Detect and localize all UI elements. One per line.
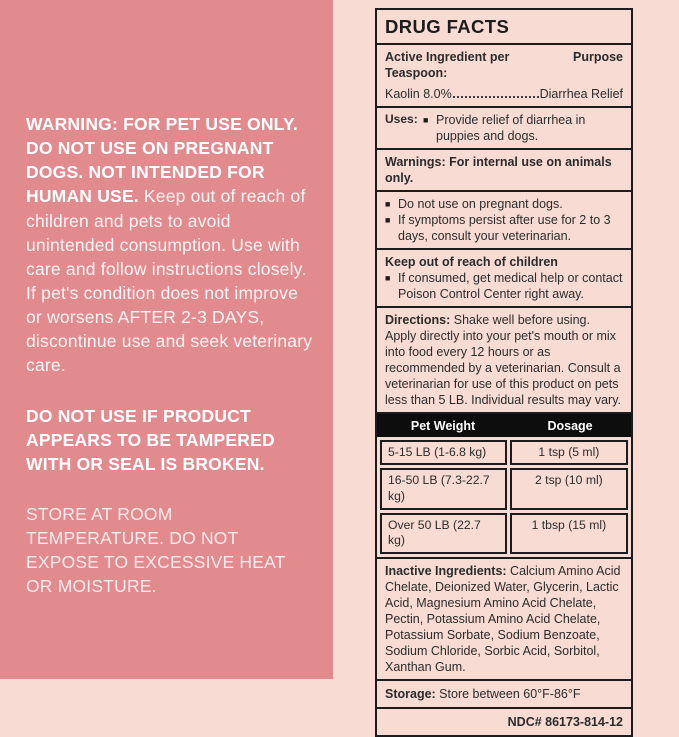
weight-cell: 16-50 LB (7.3-22.7 kg) bbox=[380, 468, 507, 509]
ingredient-name: Kaolin 8.0% bbox=[385, 86, 452, 101]
square-bullet-icon: ■ bbox=[385, 214, 391, 225]
ndc-number: NDC# 86173-814-12 bbox=[507, 714, 623, 729]
tamper-warning-text: DO NOT USE IF PRODUCT APPEARS TO BE TAMPERED WITH OR SEAL IS BROKEN. bbox=[26, 405, 275, 474]
warning-regular-text: Keep out of reach of children and pets to avoid unintended consumption. Use with care and follow instructions closely. If pet's condition does not improve or worsens AFTER 2-3 DAYS, discontinue use and seek veterinary care. bbox=[26, 186, 313, 376]
keep-out-item bbox=[385, 270, 623, 302]
drug-facts-panel bbox=[375, 8, 633, 737]
table-row bbox=[380, 440, 628, 466]
square-bullet-icon: ■ bbox=[385, 272, 391, 283]
dosage-column-header: Dosage bbox=[547, 418, 593, 433]
square-bullet-icon: ■ bbox=[423, 114, 429, 125]
warning-paragraph bbox=[26, 112, 313, 378]
warning-bold-text: WARNING: FOR PET USE ONLY. DO NOT USE ON PREGNANT DOGS. NOT INTENDED FOR HUMAN USE. bbox=[26, 114, 298, 207]
active-ingredient-label: Active Ingredient per Teaspoon: bbox=[385, 49, 510, 80]
pet-warning-panel bbox=[0, 0, 333, 679]
purpose-value: Diarrhea Relief bbox=[539, 86, 623, 101]
uses-label: Uses: bbox=[385, 111, 418, 126]
keep-out-header: Keep out of reach of children bbox=[385, 254, 558, 269]
uses-section bbox=[377, 108, 631, 150]
dosage-cell: 2 tsp (10 ml) bbox=[510, 468, 628, 509]
pet-weight-column-header: Pet Weight bbox=[410, 418, 476, 433]
uses-text: Provide relief of diarrhea in puppies and dogs. bbox=[436, 112, 586, 143]
warnings-list-section bbox=[377, 192, 631, 250]
dosage-table-header bbox=[377, 414, 631, 437]
purpose-label: Purpose bbox=[572, 49, 623, 64]
inactive-ingredients-section bbox=[377, 559, 631, 681]
weight-cell: Over 50 LB (22.7 kg) bbox=[380, 513, 507, 554]
directions-section bbox=[377, 308, 631, 414]
dosage-cell: 1 tsp (5 ml) bbox=[510, 440, 628, 466]
drug-facts-title: DRUG FACTS bbox=[377, 10, 631, 45]
warning-item-text: If symptoms persist after use for 2 to 3 days, consult your veterinarian. bbox=[398, 212, 611, 243]
inactive-ingredients-label: Inactive Ingredients: bbox=[385, 563, 507, 578]
storage-warning-text: STORE AT ROOM TEMPERATURE. DO NOT EXPOSE TO EXCESSIVE HEAT OR MOISTURE. bbox=[26, 503, 286, 597]
square-bullet-icon: ■ bbox=[385, 198, 391, 209]
warning-item bbox=[385, 196, 623, 212]
directions-label: Directions: bbox=[385, 312, 451, 327]
warning-item bbox=[385, 212, 623, 244]
dosage-table bbox=[377, 414, 631, 559]
storage-label: Storage: bbox=[385, 686, 436, 701]
keep-out-item-text: If consumed, get medical help or contact Poison Control Center right away. bbox=[398, 270, 623, 301]
directions-text: Shake well before using. Apply directly into your pet's mouth or mix into food every 12 hours or as recommended by a veterinarian. Consult a veterinarian for use of this product on pets less than 5 LB. Individual results may vary. bbox=[385, 312, 621, 407]
active-ingredient-section bbox=[377, 45, 631, 108]
warning-item-text: Do not use on pregnant dogs. bbox=[398, 196, 563, 211]
weight-cell: 5-15 LB (1-6.8 kg) bbox=[380, 440, 507, 466]
inactive-ingredients-text: Calcium Amino Acid Chelate, Deionized Water, Glycerin, Lactic Acid, Magnesium Amino Acid Chelate, Pectin, Potassium Amino Acid Chelate, Potassium Sorbate, Sodium Benzoate, Sodium Chloride, Sorbic Acid, Sorbitol, Xanthan Gum. bbox=[385, 563, 621, 674]
table-row bbox=[380, 468, 628, 509]
storage-text: Store between 60°F-86°F bbox=[435, 686, 581, 701]
storage-section bbox=[377, 681, 631, 709]
table-row bbox=[380, 513, 628, 554]
dotted-leader bbox=[453, 96, 539, 98]
dosage-cell: 1 tbsp (15 ml) bbox=[510, 513, 628, 554]
warnings-header: Warnings: For internal use on animals only. bbox=[377, 150, 631, 192]
keep-out-section bbox=[377, 250, 631, 308]
